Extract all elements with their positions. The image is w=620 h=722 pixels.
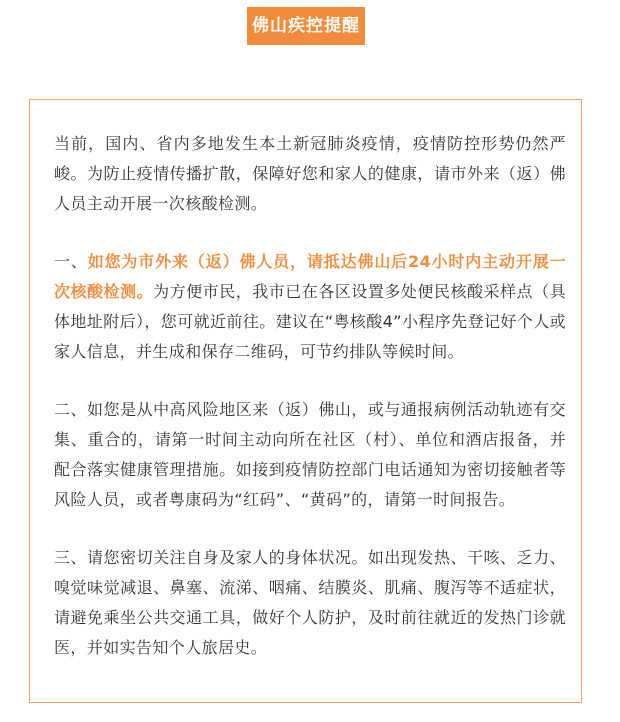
item-1-highlight: 如您为市外来（返）佛人员，请抵达佛山后24小时内主动开展一次核酸检测。 (54, 252, 566, 301)
notice-content (54, 129, 566, 691)
page-title-badge: 佛山疾控提醒 (247, 7, 365, 45)
item-2-paragraph: 二、如您是从中高风险地区来（返）佛山，或与通报病例活动轨迹有交集、重合的，请第一时间主动向所在社区（村）、单位和酒店报备，并配合落实健康管理措施。如接到疫情防控部门电话通知为密切接触者等风险人员，或者粤康码为“红码”、“黄码”的，请第一时间报告。 (54, 400, 566, 509)
intro-paragraph: 当前，国内、省内多地发生本土新冠肺炎疫情，疫情防控形势仍然严峻。为防止疫情传播扩散，保障好您和家人的健康，请市外来（返）佛人员主动开展一次核酸检测。 (54, 134, 566, 213)
item-1-body: 为方便市民，我市已在各区设置多处便民核酸采样点（具体地址附后），您可就近前往。建议在“粤核酸4”小程序先登记好个人或家人信息，并生成和保存二维码，可节约排队等候时间。 (54, 282, 566, 361)
item-3-paragraph: 三、请您密切关注自身及家人的身体状况。如出现发热、干咳、乏力、嗅觉味觉减退、鼻塞、流涕、咽痛、结膜炎、肌痛、腹泻等不适症状，请避免乘坐公共交通工具，做好个人防护，及时前往就近的发热门诊就医，并如实告知个人旅居史。 (54, 548, 566, 657)
item-1-paragraph (54, 247, 566, 367)
item-1-prefix: 一、 (54, 252, 88, 271)
